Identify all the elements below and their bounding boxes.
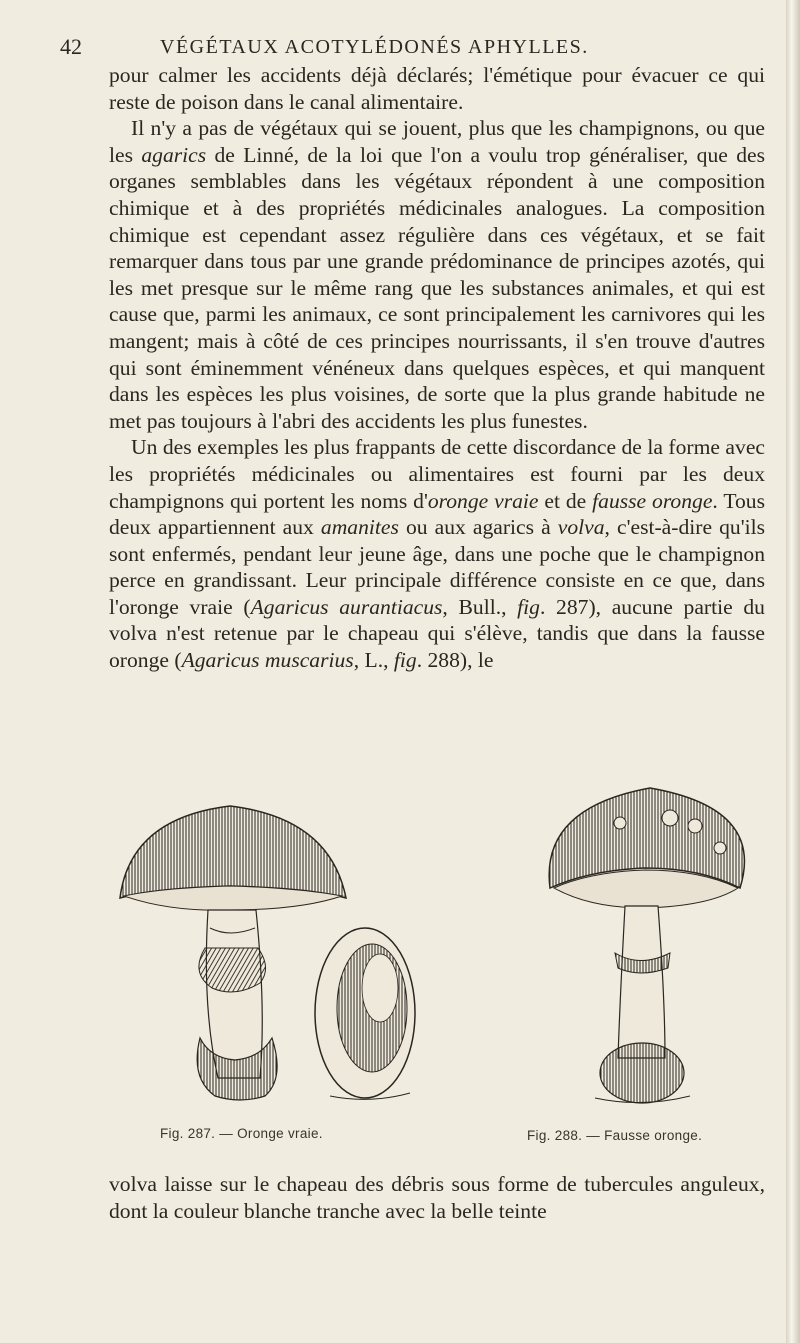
bottom-paragraph bbox=[109, 1171, 765, 1224]
figure-287-illustration bbox=[110, 778, 440, 1123]
page-edge bbox=[786, 0, 800, 1343]
page-header bbox=[60, 34, 750, 64]
paragraph-2: Il n'y a pas de végétaux qui se jouent, plus que les champignons, ou que les agarics de Linné, de la loi que l'on a voulu trop généraliser, que des organes semblables dans les végétaux répondent à une composition chimique et à des propriétés médicinales analogues. La composition chimique est cependant assez régulière dans ces végétaux, et se fait remarquer dans tous par une grande prédominance de principes azotés, qui les met presque sur le même rang que les substances animales, et qui est cause que, parmi les animaux, ce sont principalement les carnivores qui les mangent; mais à côté de ces principes nourrissants, il s'en trouve d'autres qui sont éminemment vénéneux dans quelques espèces, et qui manquent dans les espèces les plus voisines, de sorte que la plus grande habitude ne met pas toujours à l'abri des accidents les plus funestes. bbox=[109, 116, 765, 433]
bottom-paragraph-text: volva laisse sur le chapeau des débris sous forme de tubercules anguleux, dont la couleur blanche tranche avec la belle teinte bbox=[109, 1172, 765, 1223]
page-number: 42 bbox=[60, 34, 82, 59]
figure-288-illustration bbox=[420, 778, 750, 1123]
running-title: VÉGÉTAUX ACOTYLÉDONÉS APHYLLES. bbox=[160, 36, 589, 58]
paragraph-3: Un des exemples les plus frappants de cette discordance de la forme avec les propriétés médicinales ou alimentaires est fourni par les deux champignons qui portent les noms d'oronge vraie et de fausse oronge. Tous deux appartiennent aux amanites ou aux agarics à volva, c'est-à-dire qu'ils sont enfermés, pendant leur jeune âge, dans une poche que le champignon perce en grandissant. Leur principale différence consiste en ce que, dans l'oronge vraie (Agaricus aurantiacus, Bull., fig. 287), aucune partie du volva n'est retenue par le chapeau qui s'élève, tandis que dans la fausse oronge (Agaricus muscarius, L., fig. 288), le bbox=[109, 435, 766, 673]
figure-287-caption: Fig. 287. — Oronge vraie. bbox=[160, 1126, 323, 1141]
body-text bbox=[109, 62, 765, 674]
paragraph-1: pour calmer les accidents déjà déclarés; l'émétique pour évacuer ce qui reste de poison dans le canal alimentaire. bbox=[109, 63, 765, 114]
figure-288-caption: Fig. 288. — Fausse oronge. bbox=[527, 1128, 703, 1143]
